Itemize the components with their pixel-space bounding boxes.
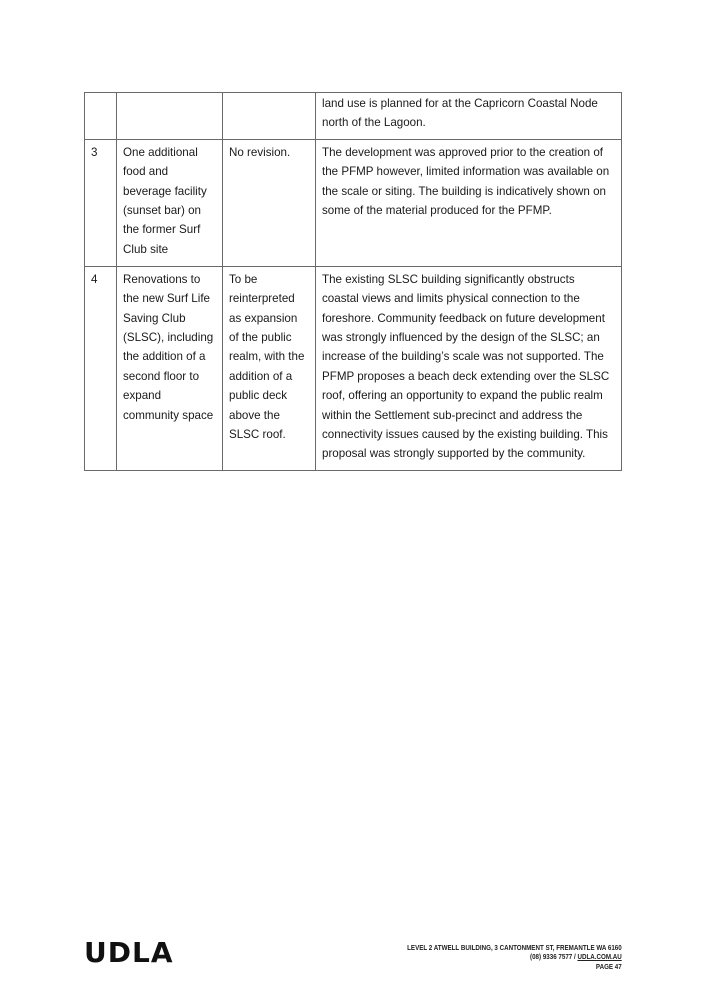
row-number: 4	[85, 266, 117, 470]
cell-text-line: The existing SLSC building significantly obstructs	[322, 272, 575, 286]
row-number	[85, 93, 117, 140]
cell-text-line: realm, with the	[229, 350, 305, 364]
table-row	[85, 139, 622, 266]
footer-website-link[interactable]: UDLA.COM.AU	[577, 952, 622, 962]
cell-text-line: SLSC roof.	[229, 428, 286, 442]
cell-text-line: reinterpreted	[229, 292, 295, 306]
cell-text-line: PFMP proposes a beach deck extending over the SLSC	[322, 369, 610, 383]
cell-text-line: public deck	[229, 389, 288, 403]
cell-text-line: was strongly influenced by the design of the SLSC; an	[322, 331, 600, 345]
cell-text-line: roof, offering an opportunity to expand the public realm	[322, 389, 603, 403]
comment-cell	[316, 93, 622, 140]
cell-text-line: the addition of a	[123, 350, 206, 364]
cell-text-line: within the Settlement sub-precinct and address the	[322, 408, 583, 422]
page-number: PAGE 47	[596, 961, 622, 971]
cell-text-line: connectivity issues caused by the existing building. This	[322, 428, 608, 442]
cell-text-line: as expansion	[229, 311, 298, 325]
item-cell	[117, 266, 223, 470]
cell-text-line: community space	[123, 408, 214, 422]
cell-text-line: the PFMP however, limited information was available on	[322, 165, 610, 179]
table-row	[85, 266, 622, 470]
row-number: 3	[85, 139, 117, 266]
cell-text-line: Saving Club	[123, 311, 186, 325]
cell-text-line: No revision.	[229, 145, 291, 159]
cell-text-line: beverage facility	[123, 184, 207, 198]
footer-address: LEVEL 2 ATWELL BUILDING, 3 CANTONMENT ST, FREMANTLE WA 6160	[407, 943, 622, 952]
cell-text-line: addition of a	[229, 369, 293, 383]
cell-text-line: Renovations to	[123, 272, 201, 286]
cell-text-line: the scale or siting. The building is indicatively shown on	[322, 184, 606, 198]
cell-text-line: expand	[123, 389, 162, 403]
footer-phone: (08) 9336 7577	[530, 952, 573, 962]
comment-cell	[316, 266, 622, 470]
cell-text-line: One additional	[123, 145, 198, 159]
cell-text-line: Club site	[123, 242, 169, 256]
cell-text-line: increase of the building’s scale was not supported. The	[322, 350, 604, 364]
cell-text-line: second floor to	[123, 369, 200, 383]
cell-text-line: the new Surf Life	[123, 292, 211, 306]
cell-text-line: (SLSC), including	[123, 331, 214, 345]
cell-text-line: The development was approved prior to the creation of	[322, 145, 603, 159]
footer-info	[407, 943, 622, 971]
footer-contact	[407, 952, 622, 961]
revision-cell	[223, 139, 316, 266]
cell-text-line: To be	[229, 272, 258, 286]
cell-text-line: of the public	[229, 331, 292, 345]
udla-logo: UDLA	[84, 936, 174, 969]
comment-cell	[316, 139, 622, 266]
cell-text-line: proposal was strongly supported by the community.	[322, 447, 586, 461]
item-cell	[117, 93, 223, 140]
table-row	[85, 93, 622, 140]
item-cell	[117, 139, 223, 266]
revision-cell	[223, 266, 316, 470]
cell-text-line: foreshore. Community feedback on future development	[322, 311, 605, 325]
cell-text-line: above the	[229, 408, 280, 422]
revision-cell	[223, 93, 316, 140]
revisions-table	[84, 92, 622, 471]
footer-separator: /	[572, 952, 578, 962]
cell-text-line: land use is planned for at the Capricorn Coastal Node	[322, 97, 598, 110]
cell-text-line: (sunset bar) on	[123, 204, 201, 218]
cell-text-line: food and	[123, 165, 169, 179]
cell-text-line: north of the Lagoon.	[322, 116, 426, 130]
cell-text-line: some of the material produced for the PFMP.	[322, 204, 552, 218]
cell-text-line: coastal views and limits physical connection to the	[322, 292, 580, 306]
cell-text-line: the former Surf	[123, 223, 201, 237]
